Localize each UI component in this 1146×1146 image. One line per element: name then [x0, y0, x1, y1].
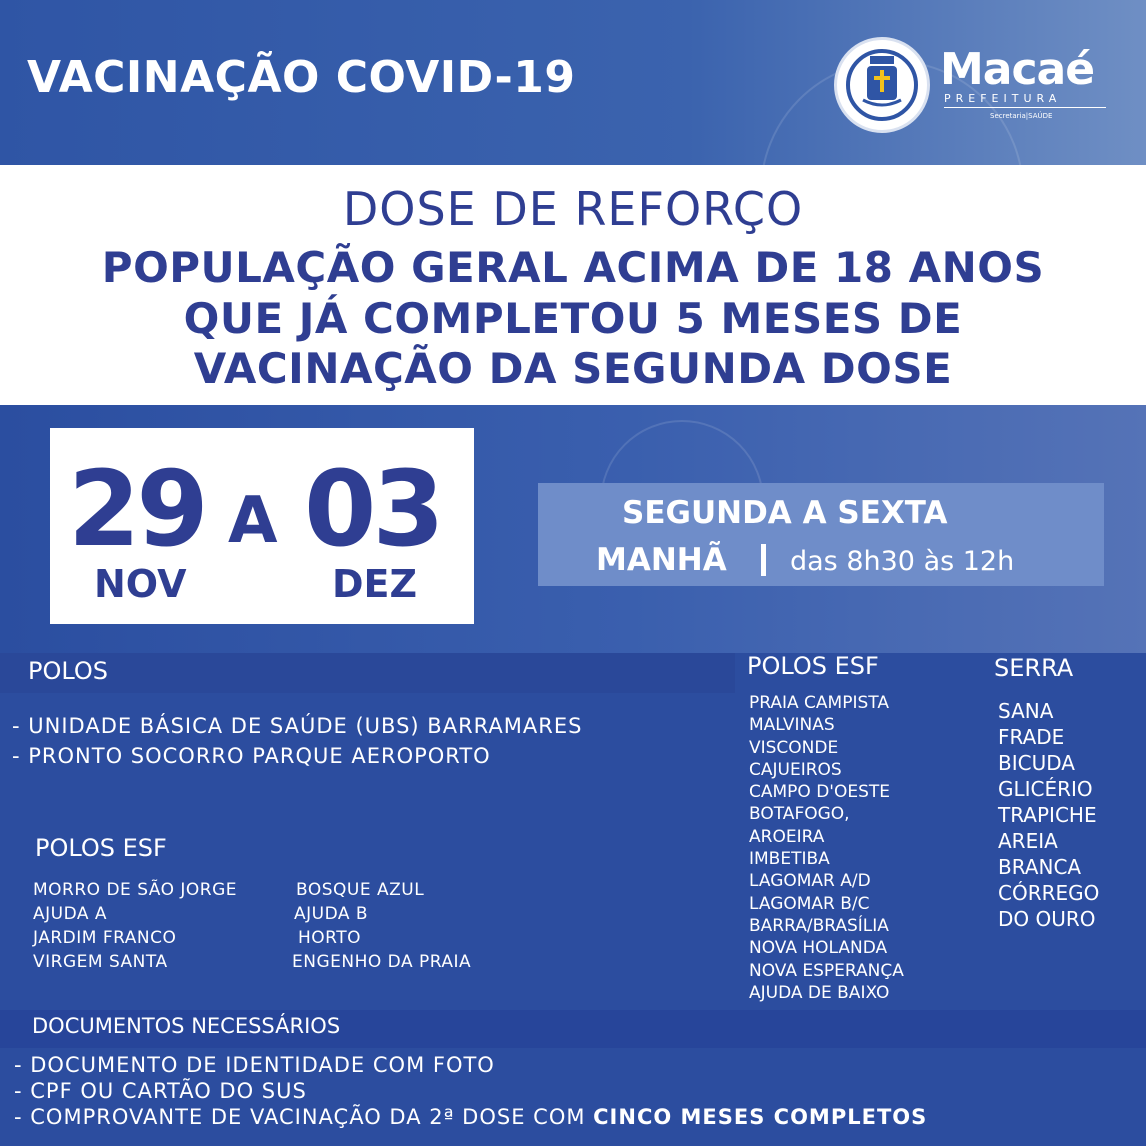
document-item: - DOCUMENTO DE IDENTIDADE COM FOTO [14, 1053, 495, 1077]
esf-location: AROEIRA [749, 826, 825, 847]
polos-esf-left-title: POLOS ESF [35, 834, 167, 862]
esf-location: NOVA ESPERANÇA [749, 960, 904, 981]
schedule-days: SEGUNDA A SEXTA [622, 495, 948, 531]
esf-location: MORRO DE SÃO JORGE [33, 880, 238, 900]
serra-location: GLICÉRIO [998, 777, 1093, 801]
document-item-text: - COMPROVANTE DE VACINAÇÃO DA 2ª DOSE COM [14, 1105, 594, 1129]
serra-location: FRADE [998, 725, 1065, 749]
schedule-shift: MANHÃ [596, 542, 727, 578]
esf-location: BARRA/BRASÍLIA [749, 915, 889, 936]
eligibility-line-3: VACINAÇÃO DA SEGUNDA DOSE [193, 344, 953, 393]
esf-location: CAMPO D'OESTE [749, 782, 891, 803]
eligibility-line-2: QUE JÁ COMPLETOU 5 MESES DE [183, 294, 963, 343]
serra-location: DO OURO [998, 907, 1096, 931]
start-day: 29 [68, 448, 205, 570]
esf-location: LAGOMAR A/D [749, 871, 871, 892]
logo-subtitle: PREFEITURA [944, 92, 1062, 105]
esf-location: AJUDA A [33, 904, 108, 924]
serra-location: CÓRREGO [998, 881, 1100, 905]
schedule-hours: das 8h30 às 12h [790, 546, 1015, 577]
esf-location: AJUDA B [294, 904, 369, 924]
logo-divider [944, 107, 1106, 108]
serra-list [998, 698, 1099, 932]
esf-location: VISCONDE [749, 737, 839, 758]
end-month: DEZ [332, 562, 418, 606]
polos-item: - PRONTO SOCORRO PARQUE AEROPORTO [12, 744, 491, 768]
document-item: - CPF OU CARTÃO DO SUS [14, 1079, 307, 1103]
esf-location: IMBETIBA [749, 849, 830, 870]
polos-esf-right-list [749, 692, 904, 1004]
esf-location: JARDIM FRANCO [33, 928, 177, 948]
esf-location: AJUDA DE BAIXO [749, 982, 890, 1003]
date-box [50, 428, 474, 624]
esf-location: BOSQUE AZUL [296, 880, 425, 900]
logo-department: Secretaria|SAÚDE [990, 112, 1053, 120]
esf-location: PRAIA CAMPISTA [749, 693, 889, 713]
logo-name: Macaé [940, 44, 1095, 95]
polos-esf-right-title: POLOS ESF [747, 652, 879, 680]
serra-location: AREIA [998, 829, 1058, 853]
esf-location: MALVINAS [749, 715, 835, 736]
esf-location: ENGENHO DA PRAIA [292, 952, 472, 972]
dose-title: DOSE DE REFORÇO [342, 182, 804, 236]
date-connector: A [228, 484, 278, 558]
documents-title: DOCUMENTOS NECESSÁRIOS [32, 1014, 341, 1038]
esf-location: BOTAFOGO, [749, 804, 850, 825]
esf-location: HORTO [298, 928, 362, 948]
start-month: NOV [94, 562, 187, 606]
polos-title: POLOS [28, 657, 109, 685]
esf-location: CAJUEIROS [749, 759, 842, 780]
serra-title: SERRA [994, 654, 1074, 682]
esf-location: VIRGEM SANTA [33, 952, 168, 972]
polos-header-bar [0, 653, 735, 693]
esf-location: NOVA HOLANDA [749, 938, 888, 959]
serra-location: SANA [998, 699, 1054, 723]
document-item-emphasis: CINCO MESES COMPLETOS [593, 1105, 928, 1129]
eligibility-line-1: POPULAÇÃO GERAL ACIMA DE 18 ANOS [101, 243, 1045, 292]
polos-item: - UNIDADE BÁSICA DE SAÚDE (UBS) BARRAMARES [12, 714, 583, 738]
serra-location: BRANCA [998, 855, 1082, 879]
document-item [14, 1105, 927, 1129]
serra-location: BICUDA [998, 751, 1075, 775]
esf-location: LAGOMAR B/C [749, 893, 870, 914]
serra-location: TRAPICHE [998, 803, 1097, 827]
city-seal-logo [834, 37, 930, 133]
end-day: 03 [304, 448, 441, 570]
schedule-separator [761, 544, 766, 576]
page-title: VACINAÇÃO COVID-19 [27, 52, 576, 103]
